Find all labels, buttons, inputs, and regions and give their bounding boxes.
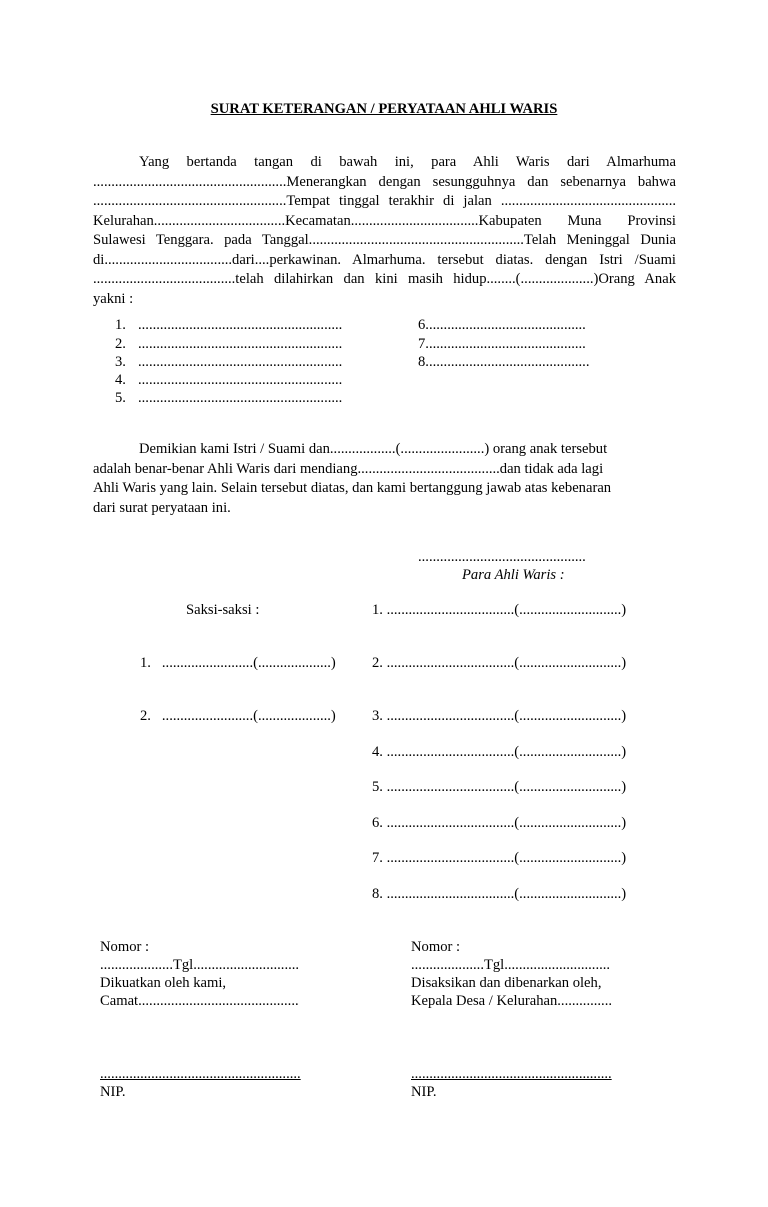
heirs-signature-label: Para Ahli Waris : bbox=[462, 567, 565, 583]
intro-line: yakni : bbox=[93, 290, 134, 307]
tgl-line: ....................Tgl............................. bbox=[100, 957, 300, 973]
heir-item: 2. ...................................(............................) bbox=[372, 655, 627, 671]
list-number: 2. bbox=[115, 336, 126, 352]
list-item: 7............................................ bbox=[418, 336, 586, 352]
endorsement-text: Disaksikan dan dibenarkan oleh, bbox=[411, 975, 602, 991]
nomor-label: Nomor : bbox=[411, 939, 461, 955]
heir-item: 8. ...................................(............................) bbox=[372, 886, 627, 902]
list-item bbox=[115, 335, 343, 354]
intro-paragraph bbox=[93, 153, 676, 309]
list-dots: ........................................................ bbox=[138, 354, 343, 370]
heir-item: 1. ...................................(............................) bbox=[372, 602, 627, 618]
intro-line: .......................................telah dilahirkan dan kini masih hidup........(....................)Orang Anak bbox=[93, 271, 676, 287]
tgl-line: ....................Tgl............................. bbox=[411, 957, 611, 973]
camat-line: Camat............................................ bbox=[100, 993, 299, 1009]
closing-paragraph bbox=[93, 440, 653, 518]
witness-item: 1. .........................(....................) bbox=[140, 655, 336, 671]
witnesses-label: Saksi-saksi : bbox=[186, 602, 260, 618]
list-number: 5. bbox=[115, 390, 126, 406]
list-item bbox=[115, 316, 343, 335]
document-title: SURAT KETERANGAN / PERYATAAN AHLI WARIS bbox=[210, 101, 558, 117]
closing-line: adalah benar-benar Ahli Waris dari mendiang.......................................dan tidak ada lagi bbox=[93, 460, 604, 477]
closing-line: Ahli Waris yang lain. Selain tersebut diatas, dan kami bertanggung jawab atas kebenaran bbox=[93, 480, 612, 496]
intro-line: .....................................................Menerangkan dengan sesungguhnya dan sebenarnya bahwa bbox=[93, 173, 676, 190]
intro-line: Yang bertanda tangan di bawah ini, para Ahli Waris dari Almarhuma bbox=[139, 154, 676, 170]
witness-item: 2. .........................(....................) bbox=[140, 708, 336, 724]
signature-line: ....................................................... bbox=[100, 1066, 301, 1082]
heir-item: 5. ...................................(............................) bbox=[372, 779, 627, 795]
heir-item: 4. ...................................(............................) bbox=[372, 744, 627, 760]
list-number: 4. bbox=[115, 372, 126, 388]
list-item: 6............................................ bbox=[418, 317, 586, 333]
intro-line: Sulawesi Tenggara. pada Tanggal...........................................................Telah Meninggal Dunia bbox=[93, 232, 676, 248]
list-number: 1. bbox=[115, 317, 126, 333]
closing-line: Demikian kami Istri / Suami dan..................(.......................) orang anak tersebut bbox=[139, 441, 608, 457]
kepala-desa-line: Kepala Desa / Kelurahan............... bbox=[411, 993, 612, 1009]
endorsement-text: Dikuatkan oleh kami, bbox=[100, 975, 227, 991]
list-number: 3. bbox=[115, 354, 126, 370]
nip-label: NIP. bbox=[411, 1084, 437, 1100]
list-dots: ........................................................ bbox=[138, 390, 343, 406]
list-item bbox=[115, 371, 343, 390]
intro-line: Kelurahan....................................Kecamatan...................................Kabupaten Muna Provinsi bbox=[93, 212, 676, 229]
nip-label: NIP. bbox=[100, 1084, 126, 1100]
signature-line: ....................................................... bbox=[411, 1066, 612, 1082]
list-item bbox=[115, 389, 343, 408]
list-item: 8............................................. bbox=[418, 354, 590, 370]
heir-item: 3. ...................................(............................) bbox=[372, 708, 627, 724]
intro-line: .....................................................Tempat tinggal terakhir di jalan ................................................ bbox=[93, 193, 676, 209]
list-dots: ........................................................ bbox=[138, 336, 343, 352]
closing-line: dari surat peryataan ini. bbox=[93, 499, 231, 516]
list-dots: ........................................................ bbox=[138, 317, 343, 333]
list-item bbox=[115, 353, 343, 372]
heir-item: 6. ...................................(............................) bbox=[372, 815, 627, 831]
heir-item: 7. ...................................(............................) bbox=[372, 850, 627, 866]
nomor-label: Nomor : bbox=[100, 939, 150, 955]
heirs-signature-line: .............................................. bbox=[418, 549, 586, 565]
intro-line: di...................................dari....perkawinan. Almarhuma. tersebut diatas. dengan Istri /Suami bbox=[93, 251, 676, 268]
list-dots: ........................................................ bbox=[138, 372, 343, 388]
